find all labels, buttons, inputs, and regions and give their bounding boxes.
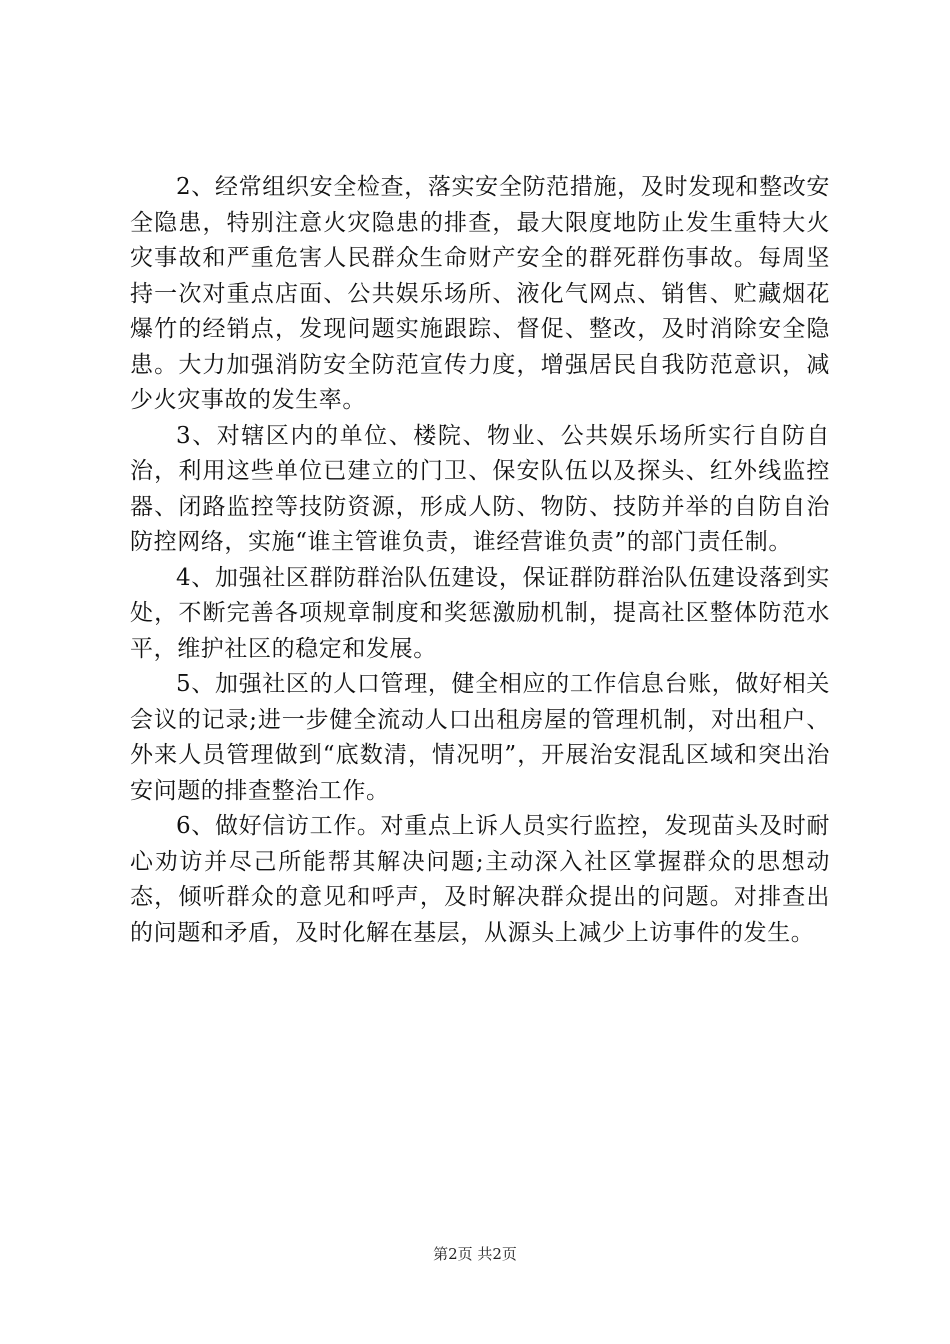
paragraph-item-4: 4、加强社区群防群治队伍建设，保证群防群治队伍建设落到实处，不断完善各项规章制度和奖惩激励机制，提高社区整体防范水平，维护社区的稳定和发展。 [130, 564, 830, 662]
document-body [130, 170, 830, 951]
page-footer: 第2页 共2页 [433, 1245, 517, 1263]
paragraph-item-5: 5、加强社区的人口管理，健全相应的工作信息台账，做好相关会议的记录;进一步健全流动人口出租房屋的管理机制，对出租户、外来人员管理做到“底数清，情况明”，开展治安混乱区域和突出治安问题的排查整治工作。 [130, 671, 830, 804]
paragraph-item-6: 6、做好信访工作。对重点上诉人员实行监控，发现苗头及时耐心劝访并尽己所能帮其解决问题;主动深入社区掌握群众的思想动态，倾听群众的意见和呼声，及时解决群众提出的问题。对排查出的问题和矛盾，及时化解在基层，从源头上减少上访事件的发生。 [130, 813, 830, 946]
paragraph-item-2: 2、经常组织安全检查，落实安全防范措施，及时发现和整改安全隐患，特别注意火灾隐患的排查，最大限度地防止发生重特大火灾事故和严重危害人民群众生命财产安全的群死群伤事故。每周坚持一次对重点店面、公共娱乐场所、液化气网点、销售、贮藏烟花爆竹的经销点，发现问题实施跟踪、督促、整改，及时消除安全隐患。大力加强消防安全防范宣传力度，增强居民自我防范意识，减少火灾事故的发生率。 [130, 174, 830, 413]
paragraph-item-3: 3、对辖区内的单位、楼院、物业、公共娱乐场所实行自防自治，利用这些单位已建立的门卫、保安队伍以及探头、红外线监控器、闭路监控等技防资源，形成人防、物防、技防并举的自防自治防控网络，实施“谁主管谁负责，谁经营谁负责”的部门责任制。 [130, 422, 830, 555]
